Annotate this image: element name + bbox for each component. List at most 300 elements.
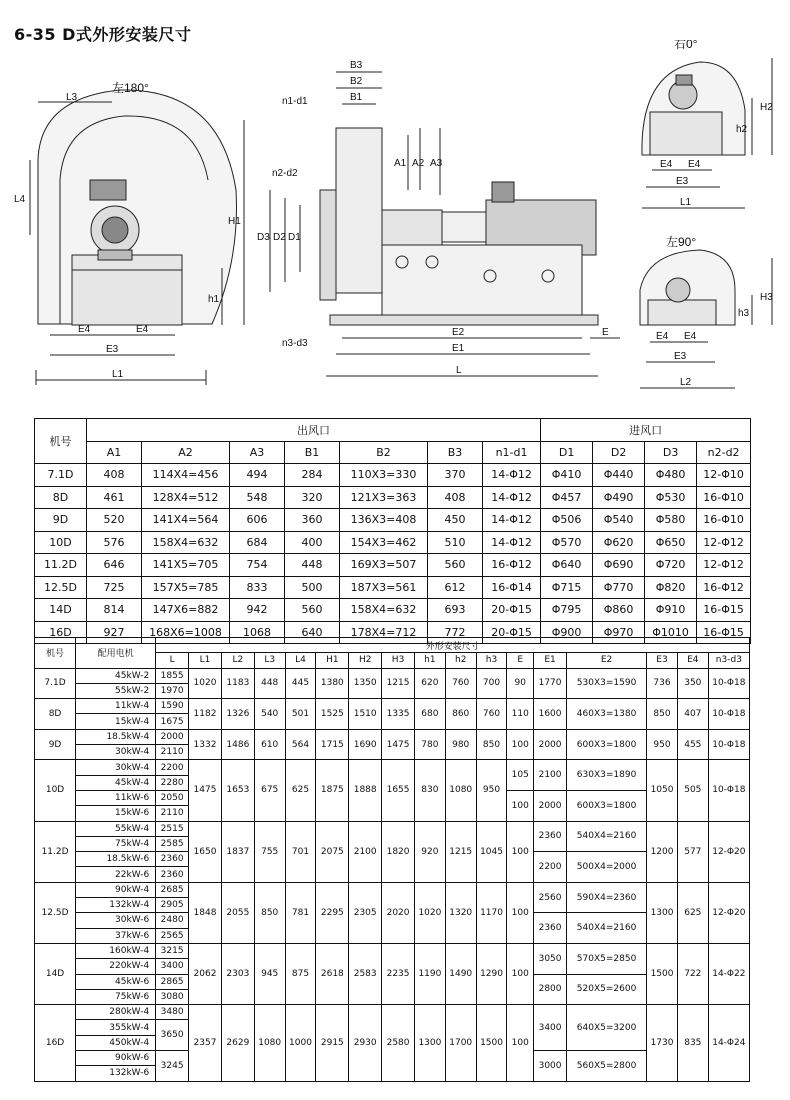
motor-cell: 45kW-6: [76, 974, 156, 989]
table-cell: 20-Φ15: [483, 621, 541, 644]
dim-cell: 12-Φ20: [708, 882, 749, 943]
table-cell: 121X3=363: [340, 486, 428, 509]
motor-cell: 30kW-6: [76, 913, 156, 928]
dim-cell: 2000: [534, 790, 567, 821]
model-cell: 7.1D: [35, 668, 76, 699]
dim-cell: 675: [254, 760, 285, 821]
table-row: [35, 699, 750, 714]
dim-cell: 1045: [476, 821, 507, 882]
table-cell: 169X3=507: [340, 554, 428, 577]
dim-cell: 1820: [382, 821, 415, 882]
t2-col-header: E2: [566, 653, 646, 668]
motor-cell: 75kW-4: [76, 836, 156, 851]
dim-cell: 1500: [647, 943, 678, 1004]
table-cell: 16-Φ12: [483, 554, 541, 577]
motor-cell: 11kW-4: [76, 699, 156, 714]
dim-cell: 600X3=1800: [566, 729, 646, 760]
table-cell: 320: [285, 486, 340, 509]
table-cell: Φ650: [645, 531, 697, 554]
table-cell: Φ970: [593, 621, 645, 644]
table-cell: 370: [428, 464, 483, 487]
dim-cell: 455: [677, 729, 708, 760]
dim-cell: 445: [285, 668, 316, 699]
length-cell: 2000: [156, 729, 189, 744]
table-cell: Φ480: [645, 464, 697, 487]
table-row: [35, 821, 750, 836]
label-L4: L4: [14, 194, 26, 205]
table-cell: 942: [230, 599, 285, 622]
label-L2: L2: [680, 377, 692, 388]
dim-cell: 625: [285, 760, 316, 821]
table-cell: 576: [87, 531, 142, 554]
dim-cell: 2629: [221, 1005, 254, 1081]
dim-cell: 577: [677, 821, 708, 882]
dim-cell: 1700: [445, 1005, 476, 1081]
label-B3: B3: [350, 60, 363, 71]
motor-cell: 11kW-6: [76, 790, 156, 805]
dim-cell: 1326: [221, 699, 254, 730]
dim-cell: 1335: [382, 699, 415, 730]
length-cell: 3400: [156, 959, 189, 974]
t2-col-header: L: [156, 653, 189, 668]
table-cell: 612: [428, 576, 483, 599]
table-cell: Φ715: [541, 576, 593, 599]
t1-col-header: n2-d2: [697, 441, 751, 464]
table-cell: Φ540: [593, 509, 645, 532]
table-cell: 494: [230, 464, 285, 487]
table-cell: 1068: [230, 621, 285, 644]
t2-col-header: L1: [189, 653, 222, 668]
dim-cell: 2062: [189, 943, 222, 1004]
dim-cell: 10-Φ18: [708, 760, 749, 821]
motor-cell: 132kW-4: [76, 898, 156, 913]
page-title: 6-35 D式外形安装尺寸: [14, 25, 192, 44]
t2-col-header: h3: [476, 653, 507, 668]
label-E3-r: E3: [676, 176, 689, 187]
dim-cell: 1320: [445, 882, 476, 943]
motor-cell: 30kW-4: [76, 760, 156, 775]
t2-col-header: h2: [445, 653, 476, 668]
table-cell: 157X5=785: [142, 576, 230, 599]
table-cell: 520: [87, 509, 142, 532]
label-E3-l: E3: [674, 351, 687, 362]
table-cell: 12.5D: [35, 576, 87, 599]
table-cell: 450: [428, 509, 483, 532]
t1-col-header: B2: [340, 441, 428, 464]
dim-cell: 781: [285, 882, 316, 943]
side-view: [270, 72, 620, 376]
table-cell: Φ1010: [645, 621, 697, 644]
dim-cell: 850: [254, 882, 285, 943]
label-E4-r1: E4: [660, 159, 673, 170]
table-cell: 360: [285, 509, 340, 532]
dim-cell: 2583: [349, 943, 382, 1004]
motor-cell: 90kW-4: [76, 882, 156, 897]
dim-cell: 10-Φ18: [708, 729, 749, 760]
table-cell: Φ770: [593, 576, 645, 599]
length-cell: 3080: [156, 989, 189, 1004]
t1-col-header: D3: [645, 441, 697, 464]
dim-cell: 570X5=2850: [566, 943, 646, 974]
table-row: [35, 882, 750, 897]
length-cell: 1675: [156, 714, 189, 729]
dim-cell: 1080: [254, 1005, 285, 1081]
dim-cell: 1350: [349, 668, 382, 699]
t2-col-header: L3: [254, 653, 285, 668]
dim-cell: 920: [414, 821, 445, 882]
dim-cell: 1215: [445, 821, 476, 882]
table-cell: 11.2D: [35, 554, 87, 577]
table-row: [35, 760, 750, 775]
dim-cell: 2618: [316, 943, 349, 1004]
table-cell: 814: [87, 599, 142, 622]
table-cell: 16-Φ15: [697, 599, 751, 622]
dim-cell: 1000: [285, 1005, 316, 1081]
label-E4-l1: E4: [656, 331, 669, 342]
dim-cell: 620: [414, 668, 445, 699]
motor-cell: 37kW-6: [76, 928, 156, 943]
length-cell: 2585: [156, 836, 189, 851]
left180-view: [30, 90, 244, 385]
motor-cell: 450kW-4: [76, 1035, 156, 1050]
dim-cell: 1290: [476, 943, 507, 1004]
dim-cell: 12-Φ20: [708, 821, 749, 882]
label-A3: A3: [430, 158, 443, 169]
length-cell: 1590: [156, 699, 189, 714]
length-cell: 2360: [156, 852, 189, 867]
length-cell: 3245: [156, 1051, 189, 1082]
dim-cell: 2200: [534, 852, 567, 883]
table-cell: Φ910: [645, 599, 697, 622]
length-cell: 2565: [156, 928, 189, 943]
label-E4-l2: E4: [684, 331, 697, 342]
table-cell: 510: [428, 531, 483, 554]
dim-cell: 2100: [349, 821, 382, 882]
dim-cell: 2305: [349, 882, 382, 943]
table-cell: 154X3=462: [340, 531, 428, 554]
dimension-drawing: [0, 40, 790, 410]
table-cell: 284: [285, 464, 340, 487]
dim-cell: 2100: [534, 760, 567, 791]
table-cell: 14D: [35, 599, 87, 622]
table-cell: Φ457: [541, 486, 593, 509]
dim-cell: 1650: [189, 821, 222, 882]
label-A1: A1: [394, 158, 407, 169]
table-cell: 147X6=882: [142, 599, 230, 622]
dim-cell: 110: [507, 699, 534, 730]
dim-cell: 407: [677, 699, 708, 730]
table-cell: Φ690: [593, 554, 645, 577]
table-row: [35, 943, 750, 958]
label-h2: h2: [736, 124, 748, 135]
table-cell: 16-Φ10: [697, 486, 751, 509]
t2-col-header: E1: [534, 653, 567, 668]
table-cell: Φ410: [541, 464, 593, 487]
table-cell: 548: [230, 486, 285, 509]
t2-header-model: 机号: [35, 638, 76, 669]
label-D3: D3: [257, 232, 270, 243]
t1-col-header: D1: [541, 441, 593, 464]
dim-cell: 14-Φ24: [708, 1005, 749, 1081]
dim-cell: 850: [476, 729, 507, 760]
label-E: E: [602, 327, 609, 338]
dim-cell: 1020: [189, 668, 222, 699]
dim-cell: 830: [414, 760, 445, 821]
dim-cell: 1875: [316, 760, 349, 821]
length-cell: 2905: [156, 898, 189, 913]
length-cell: 2480: [156, 913, 189, 928]
t1-col-header: A3: [230, 441, 285, 464]
table-cell: 20-Φ15: [483, 599, 541, 622]
label-h1: h1: [208, 294, 220, 305]
dim-cell: 1770: [534, 668, 567, 699]
table-cell: 16-Φ14: [483, 576, 541, 599]
t1-col-header: A2: [142, 441, 230, 464]
length-cell: 2360: [156, 867, 189, 882]
t2-col-header: H2: [349, 653, 382, 668]
dim-cell: 630X3=1890: [566, 760, 646, 791]
dim-cell: 2930: [349, 1005, 382, 1081]
dim-cell: 3000: [534, 1051, 567, 1082]
right0-view: [642, 58, 772, 208]
table-cell: Φ720: [645, 554, 697, 577]
dim-cell: 2000: [534, 729, 567, 760]
dim-cell: 722: [677, 943, 708, 1004]
t2-header-motor: 配用电机: [76, 638, 156, 669]
table-cell: 12-Φ10: [697, 464, 751, 487]
dim-cell: 1655: [382, 760, 415, 821]
label-n2d2: n2-d2: [272, 168, 298, 179]
dim-cell: 2360: [534, 913, 567, 944]
t2-col-header: h1: [414, 653, 445, 668]
label-E3: E3: [106, 344, 119, 355]
motor-cell: 280kW-4: [76, 1005, 156, 1020]
dim-cell: 10-Φ18: [708, 699, 749, 730]
dim-cell: 2800: [534, 974, 567, 1005]
dim-cell: 1183: [221, 668, 254, 699]
dim-cell: 1300: [647, 882, 678, 943]
dim-cell: 1300: [414, 1005, 445, 1081]
label-right0: 右0°: [674, 40, 698, 51]
motor-cell: 55kW-4: [76, 821, 156, 836]
motor-cell: 22kW-6: [76, 867, 156, 882]
table-cell: Φ570: [541, 531, 593, 554]
t2-col-header: E3: [647, 653, 678, 668]
dim-cell: 1500: [476, 1005, 507, 1081]
length-cell: 2865: [156, 974, 189, 989]
dim-cell: 3400: [534, 1005, 567, 1051]
table-cell: 461: [87, 486, 142, 509]
dim-cell: 760: [476, 699, 507, 730]
label-L3: L3: [66, 92, 78, 103]
dim-cell: 590X4=2360: [566, 882, 646, 913]
length-cell: 2110: [156, 806, 189, 821]
table-cell: 16-Φ10: [697, 509, 751, 532]
dim-cell: 1080: [445, 760, 476, 821]
label-h3: h3: [738, 308, 750, 319]
dim-cell: 1600: [534, 699, 567, 730]
t1-col-header: n1-d1: [483, 441, 541, 464]
table-cell: Φ795: [541, 599, 593, 622]
table-row: [35, 1005, 750, 1020]
motor-cell: 132kW-6: [76, 1066, 156, 1081]
label-L1: L1: [112, 369, 124, 380]
motor-cell: 30kW-4: [76, 745, 156, 760]
dim-cell: 1848: [189, 882, 222, 943]
dim-cell: 1380: [316, 668, 349, 699]
table-cell: 158X4=632: [340, 599, 428, 622]
dim-cell: 610: [254, 729, 285, 760]
label-B2: B2: [350, 76, 363, 87]
table-cell: 754: [230, 554, 285, 577]
table-cell: Φ860: [593, 599, 645, 622]
table-cell: 9D: [35, 509, 87, 532]
dim-cell: 1200: [647, 821, 678, 882]
table-cell: 178X4=712: [340, 621, 428, 644]
installation-dimensions-table: [34, 637, 750, 1082]
label-L1-r: L1: [680, 197, 692, 208]
dim-cell: 500X4=2000: [566, 852, 646, 883]
table-cell: Φ820: [645, 576, 697, 599]
dim-cell: 600X3=1800: [566, 790, 646, 821]
t1-col-header: B1: [285, 441, 340, 464]
dim-cell: 1170: [476, 882, 507, 943]
dim-cell: 945: [254, 943, 285, 1004]
dim-cell: 2360: [534, 821, 567, 852]
t1-header-inlet: 进风口: [541, 419, 751, 442]
t2-col-header: E: [507, 653, 534, 668]
dim-cell: 90: [507, 668, 534, 699]
table-cell: 14-Φ12: [483, 486, 541, 509]
dim-cell: 505: [677, 760, 708, 821]
dim-cell: 760: [445, 668, 476, 699]
length-cell: 2515: [156, 821, 189, 836]
motor-cell: 90kW-6: [76, 1051, 156, 1066]
table-cell: Φ640: [541, 554, 593, 577]
dim-cell: 1020: [414, 882, 445, 943]
dim-cell: 1837: [221, 821, 254, 882]
dim-cell: 100: [507, 729, 534, 760]
table-cell: 128X4=512: [142, 486, 230, 509]
dim-cell: 2020: [382, 882, 415, 943]
dim-cell: 10-Φ18: [708, 668, 749, 699]
dim-cell: 2560: [534, 882, 567, 913]
dim-cell: 1730: [647, 1005, 678, 1081]
dim-cell: 875: [285, 943, 316, 1004]
label-E4-a: E4: [78, 324, 91, 335]
table-cell: Φ490: [593, 486, 645, 509]
table-cell: Φ530: [645, 486, 697, 509]
dim-cell: 501: [285, 699, 316, 730]
table-cell: Φ440: [593, 464, 645, 487]
dim-cell: 2303: [221, 943, 254, 1004]
dim-cell: 1490: [445, 943, 476, 1004]
dim-cell: 2075: [316, 821, 349, 882]
dim-cell: 1525: [316, 699, 349, 730]
length-cell: 1855: [156, 668, 189, 683]
table-row: [35, 486, 751, 509]
dim-cell: 736: [647, 668, 678, 699]
table-cell: 14-Φ12: [483, 509, 541, 532]
t2-header-dims: 外形安装尺寸: [156, 638, 750, 653]
table-cell: 114X4=456: [142, 464, 230, 487]
table-cell: 408: [428, 486, 483, 509]
motor-cell: 18.5kW-4: [76, 729, 156, 744]
dim-cell: 1190: [414, 943, 445, 1004]
dim-cell: 2295: [316, 882, 349, 943]
dim-cell: 1475: [189, 760, 222, 821]
left90-view: [640, 250, 772, 388]
dim-cell: 520X5=2600: [566, 974, 646, 1005]
table-cell: 16-Φ15: [697, 621, 751, 644]
table-cell: 646: [87, 554, 142, 577]
table-row: [35, 554, 751, 577]
dim-cell: 100: [507, 1005, 534, 1081]
table-cell: 136X3=408: [340, 509, 428, 532]
dim-cell: 14-Φ22: [708, 943, 749, 1004]
dim-cell: 2580: [382, 1005, 415, 1081]
dim-cell: 1653: [221, 760, 254, 821]
table-cell: 12-Φ12: [697, 531, 751, 554]
t1-header-outlet: 出风口: [87, 419, 541, 442]
length-cell: 3215: [156, 943, 189, 958]
label-n1d1: n1-d1: [282, 96, 308, 107]
label-L: L: [456, 365, 462, 376]
t1-col-header: B3: [428, 441, 483, 464]
dim-cell: 540: [254, 699, 285, 730]
dim-cell: 100: [507, 821, 534, 882]
dim-cell: 2915: [316, 1005, 349, 1081]
table-row: [35, 668, 750, 683]
length-cell: 2110: [156, 745, 189, 760]
table-cell: Φ900: [541, 621, 593, 644]
t1-header-model: 机号: [35, 419, 87, 464]
dim-cell: 100: [507, 790, 534, 821]
dim-cell: 1475: [382, 729, 415, 760]
length-cell: 3650: [156, 1020, 189, 1051]
length-cell: 2685: [156, 882, 189, 897]
length-cell: 2280: [156, 775, 189, 790]
dim-cell: 950: [476, 760, 507, 821]
table-row: [35, 729, 750, 744]
dim-cell: 100: [507, 882, 534, 943]
table-row: [35, 509, 751, 532]
table-row: [35, 576, 751, 599]
table-row: [35, 464, 751, 487]
dim-cell: 755: [254, 821, 285, 882]
table-cell: 400: [285, 531, 340, 554]
table-cell: 16D: [35, 621, 87, 644]
table-cell: 833: [230, 576, 285, 599]
table-cell: 693: [428, 599, 483, 622]
dim-cell: 2357: [189, 1005, 222, 1081]
dim-cell: 1332: [189, 729, 222, 760]
dim-cell: 3050: [534, 943, 567, 974]
label-D2: D2: [273, 232, 286, 243]
table-cell: 14-Φ12: [483, 464, 541, 487]
table-cell: Φ580: [645, 509, 697, 532]
label-B1: B1: [350, 92, 363, 103]
label-E4-b: E4: [136, 324, 149, 335]
length-cell: 2050: [156, 790, 189, 805]
outlet-inlet-table: [34, 418, 751, 644]
dim-cell: 448: [254, 668, 285, 699]
t1-col-header: D2: [593, 441, 645, 464]
model-cell: 12.5D: [35, 882, 76, 943]
motor-cell: 220kW-4: [76, 959, 156, 974]
motor-cell: 75kW-6: [76, 989, 156, 1004]
dim-cell: 540X4=2160: [566, 821, 646, 852]
